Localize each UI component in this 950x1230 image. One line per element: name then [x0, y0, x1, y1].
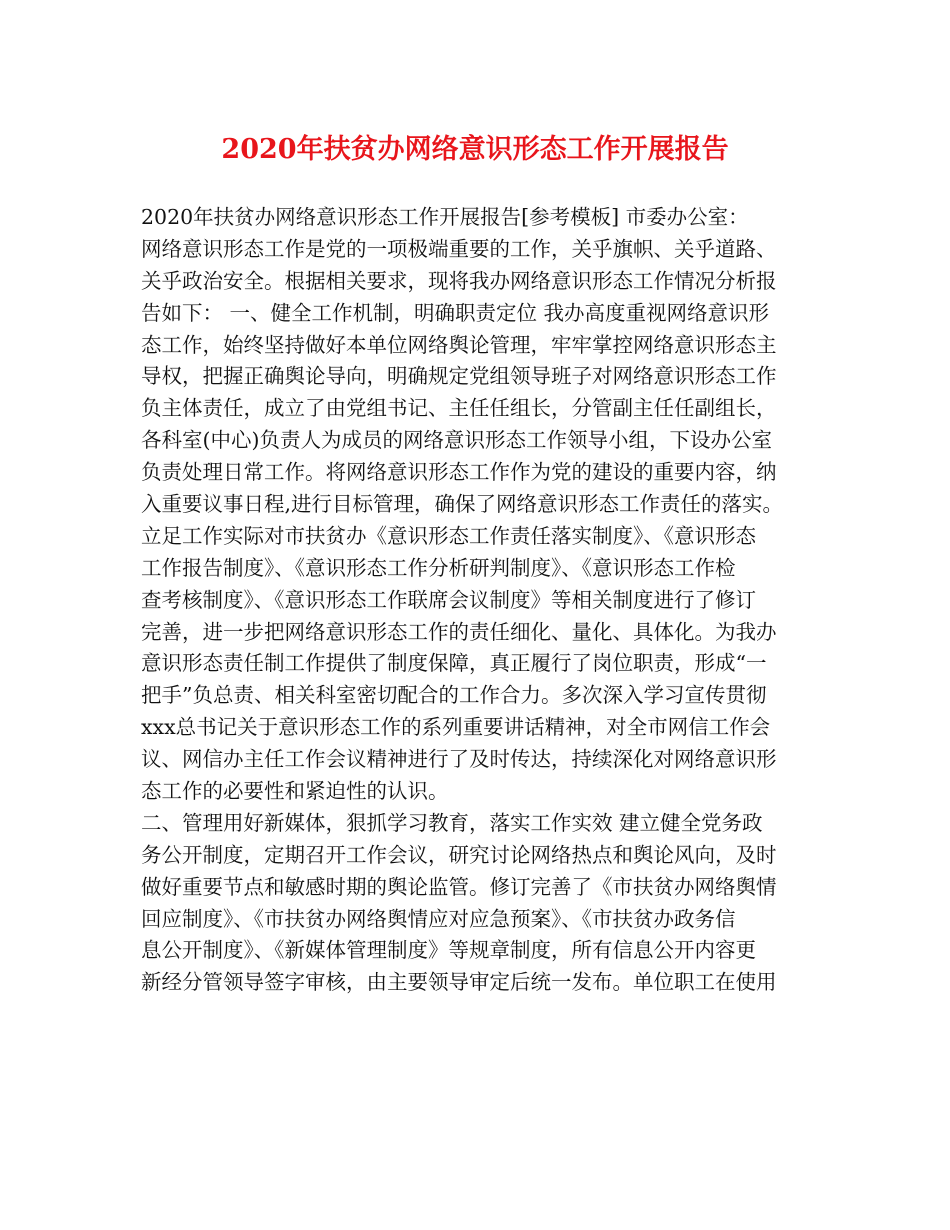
- body-line-20: 二、管理用好新媒体，狠抓学习教育，落实工作实效 建立健全党务政: [141, 810, 763, 835]
- document-title: 2020年扶贫办网络意识形态工作开展报告: [221, 134, 729, 165]
- body-line-21: 务公开制度，定期召开工作会议，研究讨论网络热点和舆论风向，及时: [141, 842, 777, 867]
- body-line-25: 新经分管领导签字审核，由主要领导审定后统一发布。单位职工在使用: [141, 970, 777, 995]
- body-line-11: 立足工作实际对市扶贫办《意识形态工作责任落实制度》、《意识形态: [141, 523, 756, 548]
- body-line-13: 查考核制度》、《意识形态工作联席会议制度》等相关制度进行了修订: [141, 587, 756, 612]
- body-line-7: 负主体责任，成立了由党组书记、主任任组长，分管副主任任副组长，: [141, 396, 777, 421]
- body-line-16: 把手”负总责、相关科室密切配合的工作合力。多次深入学习宣传贯彻: [141, 683, 767, 708]
- body-line-3: 关乎政治安全。根据相关要求，现将我办网络意识形态工作情况分析报: [141, 268, 777, 293]
- body-line-18: 议、网信办主任工作会议精神进行了及时传达，持续深化对网络意识形: [141, 747, 777, 772]
- body-line-23: 回应制度》、《市扶贫办网络舆情应对应急预案》、《市扶贫办政务信: [141, 906, 736, 931]
- body-line-5: 态工作，始终坚持做好本单位网络舆论管理，牢牢掌控网络意识形态主: [141, 332, 777, 357]
- body-line-8: 各科室(中心)负责人为成员的网络意识形态工作领导小组，下设办公室: [141, 428, 772, 453]
- body-line-12: 工作报告制度》、《意识形态工作分析研判制度》、《意识形态工作检: [141, 555, 736, 580]
- body-line-6: 导权，把握正确舆论导向，明确规定党组领导班子对网络意识形态工作: [141, 364, 777, 389]
- body-line-9: 负责处理日常工作。将网络意识形态工作作为党的建设的重要内容，纳: [141, 460, 777, 485]
- body-line-14: 完善，进一步把网络意识形态工作的责任细化、量化、具体化。为我办: [141, 619, 777, 644]
- body-line-24: 息公开制度》、《新媒体管理制度》等规章制度，所有信息公开内容更: [141, 938, 756, 963]
- body-line-17: xxx总书记关于意识形态工作的系列重要讲话精神，对全市网信工作会: [141, 715, 771, 740]
- body-line-19: 态工作的必要性和紧迫性的认识。: [141, 779, 449, 804]
- body-line-2: 网络意识形态工作是党的一项极端重要的工作，关乎旗帜、关乎道路、: [141, 236, 777, 261]
- body-line-22: 做好重要节点和敏感时期的舆论监管。修订完善了《市扶贫办网络舆情: [141, 874, 777, 899]
- body-line-15: 意识形态责任制工作提供了制度保障，真正履行了岗位职责，形成“一: [141, 651, 767, 676]
- body-line-10: 入重要议事日程,进行目标管理，确保了网络意识形态工作责任的落实。: [141, 492, 784, 517]
- document-body: [141, 202, 821, 999]
- body-line-4: 告如下： 一、健全工作机制，明确职责定位 我办高度重视网络意识形: [141, 300, 770, 325]
- body-line-1: 2020年扶贫办网络意识形态工作开展报告[参考模板] 市委办公室：: [141, 205, 749, 229]
